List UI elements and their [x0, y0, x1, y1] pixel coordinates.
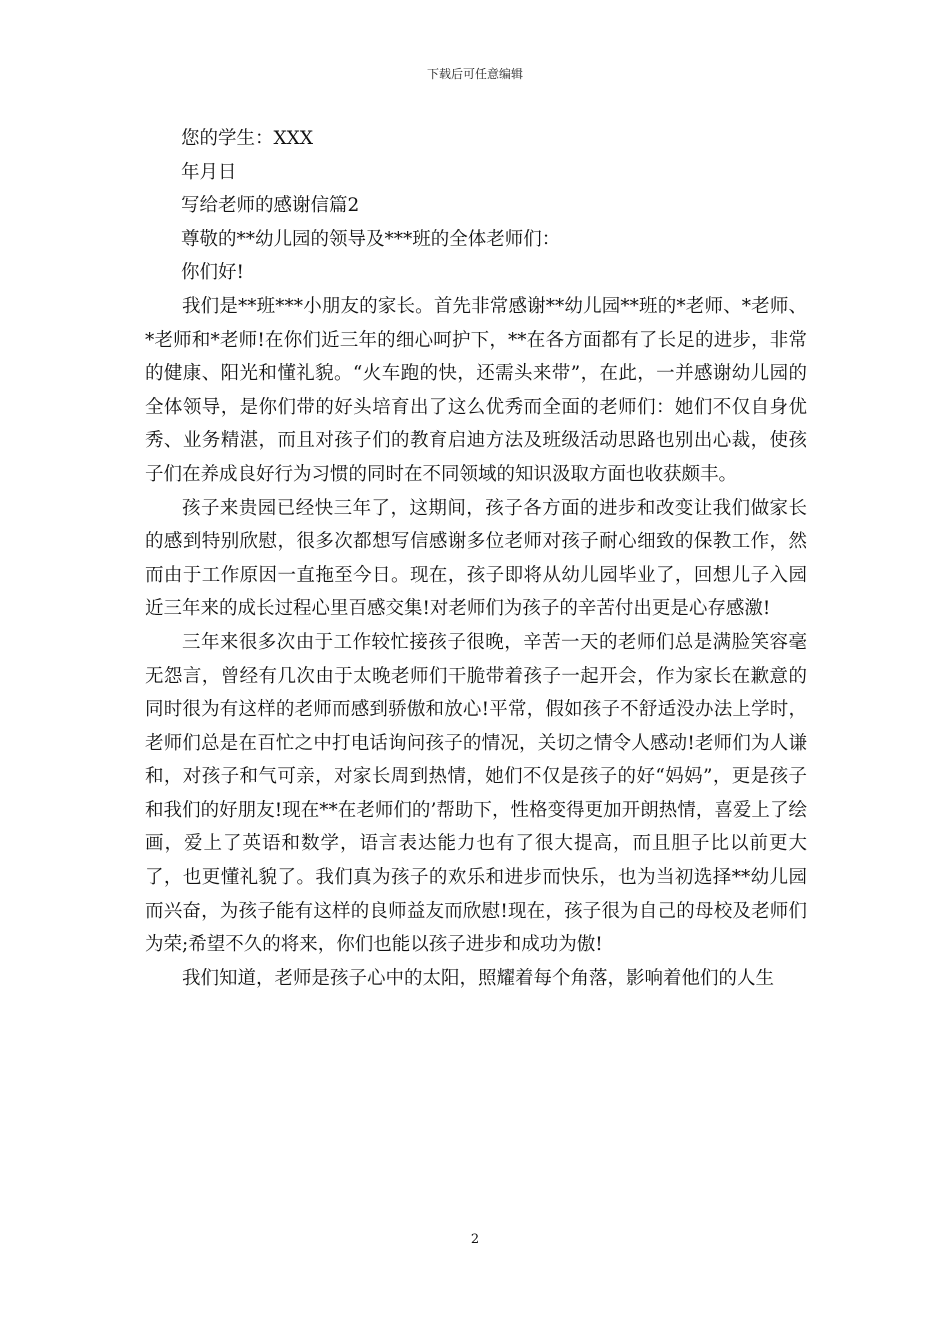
date-line: 年月日 — [181, 161, 237, 183]
letter-body — [145, 122, 807, 995]
letter-title: 写给老师的感谢信篇2 — [181, 195, 360, 217]
salutation-line: 尊敬的**幼儿园的领导及***班的全体老师们： — [181, 228, 561, 250]
greeting-line: 你们好! — [181, 262, 244, 284]
signature-line: 您的学生：XXX — [181, 128, 314, 149]
page-header: 下载后可任意编辑 — [426, 67, 523, 81]
paragraph-4: 我们知道，老师是孩子心中的太阳，照耀着每个角落，影响着他们的人生 — [182, 967, 775, 989]
page-number: 2 — [470, 1232, 480, 1247]
paragraph-3: 三年来很多次由于工作较忙接孩子很晚，辛苦一天的老师们总是满脸笑容毫无怨言，曾经有几次由于太晚老师们干脆带着孩子一起开会，作为家长在歉意的同时很为有这样的老师而感到骄傲和放心!平常，假如孩子不舒适没办法上学时，老师们总是在百忙之中打电话询问孩子的情况，关切之情令人感动!老师们为人谦和，对孩子和气可亲，对家长周到热情，她们不仅是孩子的好“妈妈”，更是孩子和我们的好朋友!现在**在老师们的’帮助下，性格变得更加开朗热情，喜爱上了绘画，爱上了英语和数学，语言表达能力也有了很大提高，而且胆子比以前更大了，也更懂礼貌了。我们真为孩子的欢乐和进步而快乐，也为当初选择**幼儿园而兴奋，为孩子能有这样的良师益友而欣慰!现在，孩子很为自己的母校及老师们为荣;希望不久的将来，你们也能以孩子进步和成功为傲! — [145, 631, 807, 956]
paragraph-2: 孩子来贵园已经快三年了，这期间，孩子各方面的进步和改变让我们做家长的感到特别欣慰，很多次都想写信感谢多位老师对孩子耐心细致的保教工作，然而由于工作原因一直拖至今日。现在，孩子即将从幼儿园毕业了，回想儿子入园近三年来的成长过程心里百感交集!对老师们为孩子的辛苦付出更是心存感激! — [145, 497, 807, 620]
paragraph-1: 我们是**班***小朋友的家长。首先非常感谢**幼儿园**班的*老师、*老师、*老师和*老师!在你们近三年的细心呵护下，**在各方面都有了长足的进步，非常的健康、阳光和懂礼貌。“火车跑的快，还需头来带”，在此，一并感谢幼儿园的全体领导，是你们带的好头培育出了这么优秀而全面的老师们：她们不仅自身优秀、业务精湛，而且对孩子们的教育启迪方法及班级活动思路也别出心裁，使孩子们在养成良好行为习惯的同时在不同领域的知识汲取方面也收获颇丰。 — [145, 295, 807, 485]
